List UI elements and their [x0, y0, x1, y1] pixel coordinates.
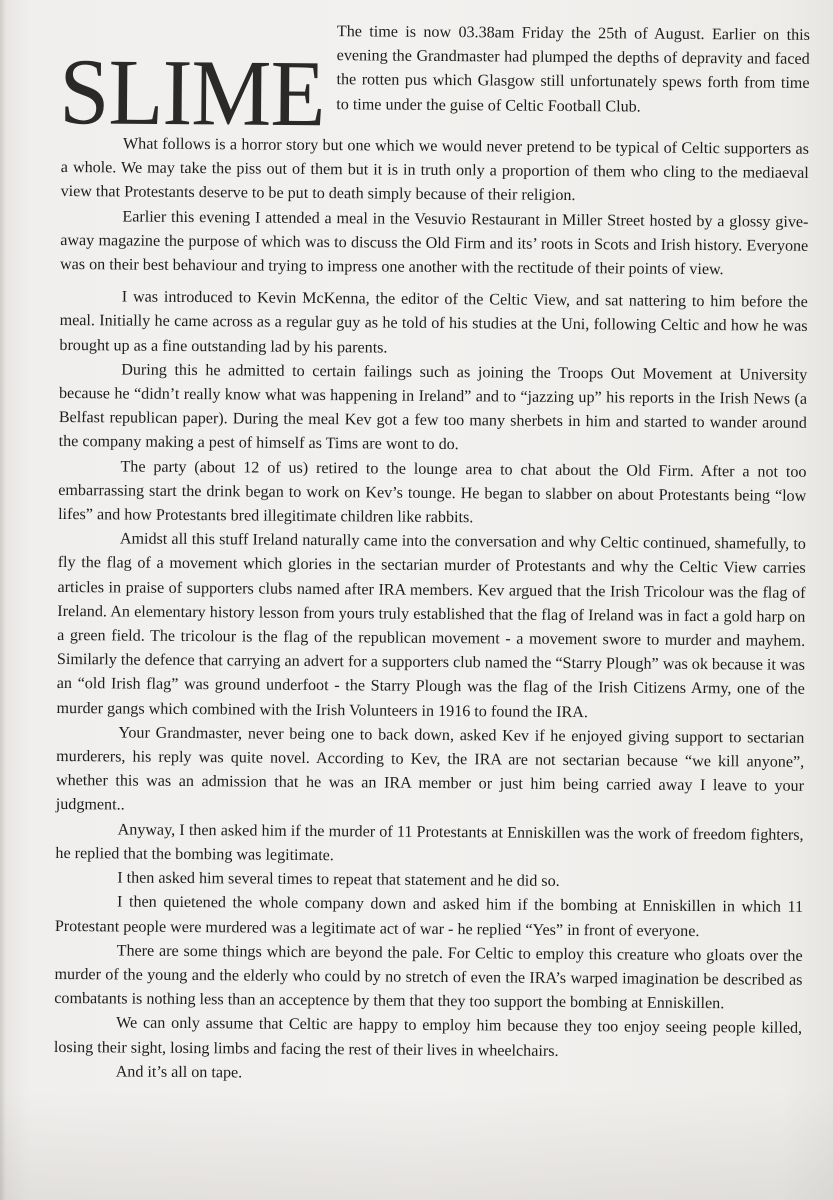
paragraph-2: What follows is a horror story but one which we would never pretend to be typical of Celtic supporters as a whole. We may take the piss out of them but it is in truth only a proportion of them who cling to the mediaeval view that Protestants deserve to be put to death simply because of their religion. — [60, 135, 810, 205]
paragraph-12: There are some things which are beyond the pale. For Celtic to employ this creature who gloats over the murder of the young and the elderly who could by no stretch of even the IRA’s warped imagination be described as combatants is nothing less than an acceptence by them that they too support the bombing at Enniskillen. — [54, 942, 803, 1013]
paragraph-13: We can only assume that Celtic are happy to employ him because they too enjoy seeing people killed, losing their sight, losing limbs and facing the rest of their lives in wheelchairs. — [53, 1014, 803, 1060]
paragraph-8: Your Grandmaster, never being one to back down, asked Kev if he enjoyed giving support to sectarian murderers, his reply was quite novel. According to Kev, the IRA are not sectarian because “we kill anyone”, whether this was an admission that he was an IRA member or just him being carried away I leave to your judgment.. — [55, 724, 805, 815]
paragraph-3: Earlier this evening I attended a meal in the Vesuvio Restaurant in Miller Street hosted by a glossy give-away magazine the purpose of which was to discuss the Old Firm and its’ roots in Scots and Irish history. Everyone was on their best behaviour and trying to impress one another with the rectitude of their points of view. — [59, 208, 809, 279]
page-edge-shadow — [0, 0, 6, 1200]
paragraph-6: The party (about 12 of us) retired to the lounge area to chat about the Old Firm. After a not too embarrassing start the drink began to work on Kev’s tounge. He began to slabber on about Protestants being “low lifes” and how Protestants bred illegitimate children like rabbits. — [58, 458, 807, 527]
paragraph-14: And it’s all on tape. — [115, 1063, 243, 1082]
paragraph-9: Anyway, I then asked him if the murder of 11 Protestants at Enniskillen was the work of freedom fighters, he replied that the bombing was legitimate. — [55, 821, 804, 865]
paragraph-4: I was introduced to Kevin McKenna, the editor of the Celtic View, and sat nattering to him before the meal. Initially he came across as a regular guy as he told of his studies at the Uni, following Celtic and how he was brought up as a fine outstanding lad by his parents. — [59, 288, 808, 357]
paragraph-7: Amidst all this stuff Ireland naturally came into the conversation and why Celtic continued, shamefully, to fly the flag of a movement which glories in the sectarian murder of Protestants and why the Celtic View carries articles in praise of supporters clubs named after IRA members. Kev argued that the Irish Tricolour was the flag of Ireland. An elementary history lesson from yours truly established that the flag of Ireland was in fact a gold harp on a green field. The tricolour is the flag of the republican movement - a movement swore to murder and mayhem. Similarly the defence that carrying an advert for a supporters club named the “Starry Plough” was ok because it was an “old Irish flag” was ground underfoot - the Starry Plough was the flag of the Irish Citizens Army, one of the murder gangs which combined with the Irish Volunteers in 1916 to found the IRA. — [56, 530, 806, 721]
paragraph-10: I then asked him several times to repeat that statement and he did so. — [117, 869, 560, 891]
paragraph-1: The time is now 03.38am Friday the 25th of August. Earlier on this evening the Grandmaster had plumped the depths of depravity and faced the rotten pus which Glasgow still unfortunately spews forth from time to time under the guise of Celtic Football Club. — [336, 23, 810, 116]
paragraph-5: During this he admitted to certain failings such as joining the Troops Out Movement at University because he “didn’t really know what was happening in Ireland” and to “jazzing up” his reports in the Irish News (a Belfast republican paper). During the meal Kev got a few too many sherbets in him and started to wander around the company making a pest of himself as Tims are wont to do. — [58, 361, 808, 454]
headline: SLIME — [59, 40, 325, 147]
paragraph-11: I then quietened the whole company down and asked him if the bombing at Enniskillen in which 11 Protestant people were murdered was a legitimate act of war - he replied “Yes” in front of everyone. — [54, 893, 804, 940]
article — [54, 18, 810, 1090]
page-shadow — [0, 1090, 833, 1200]
